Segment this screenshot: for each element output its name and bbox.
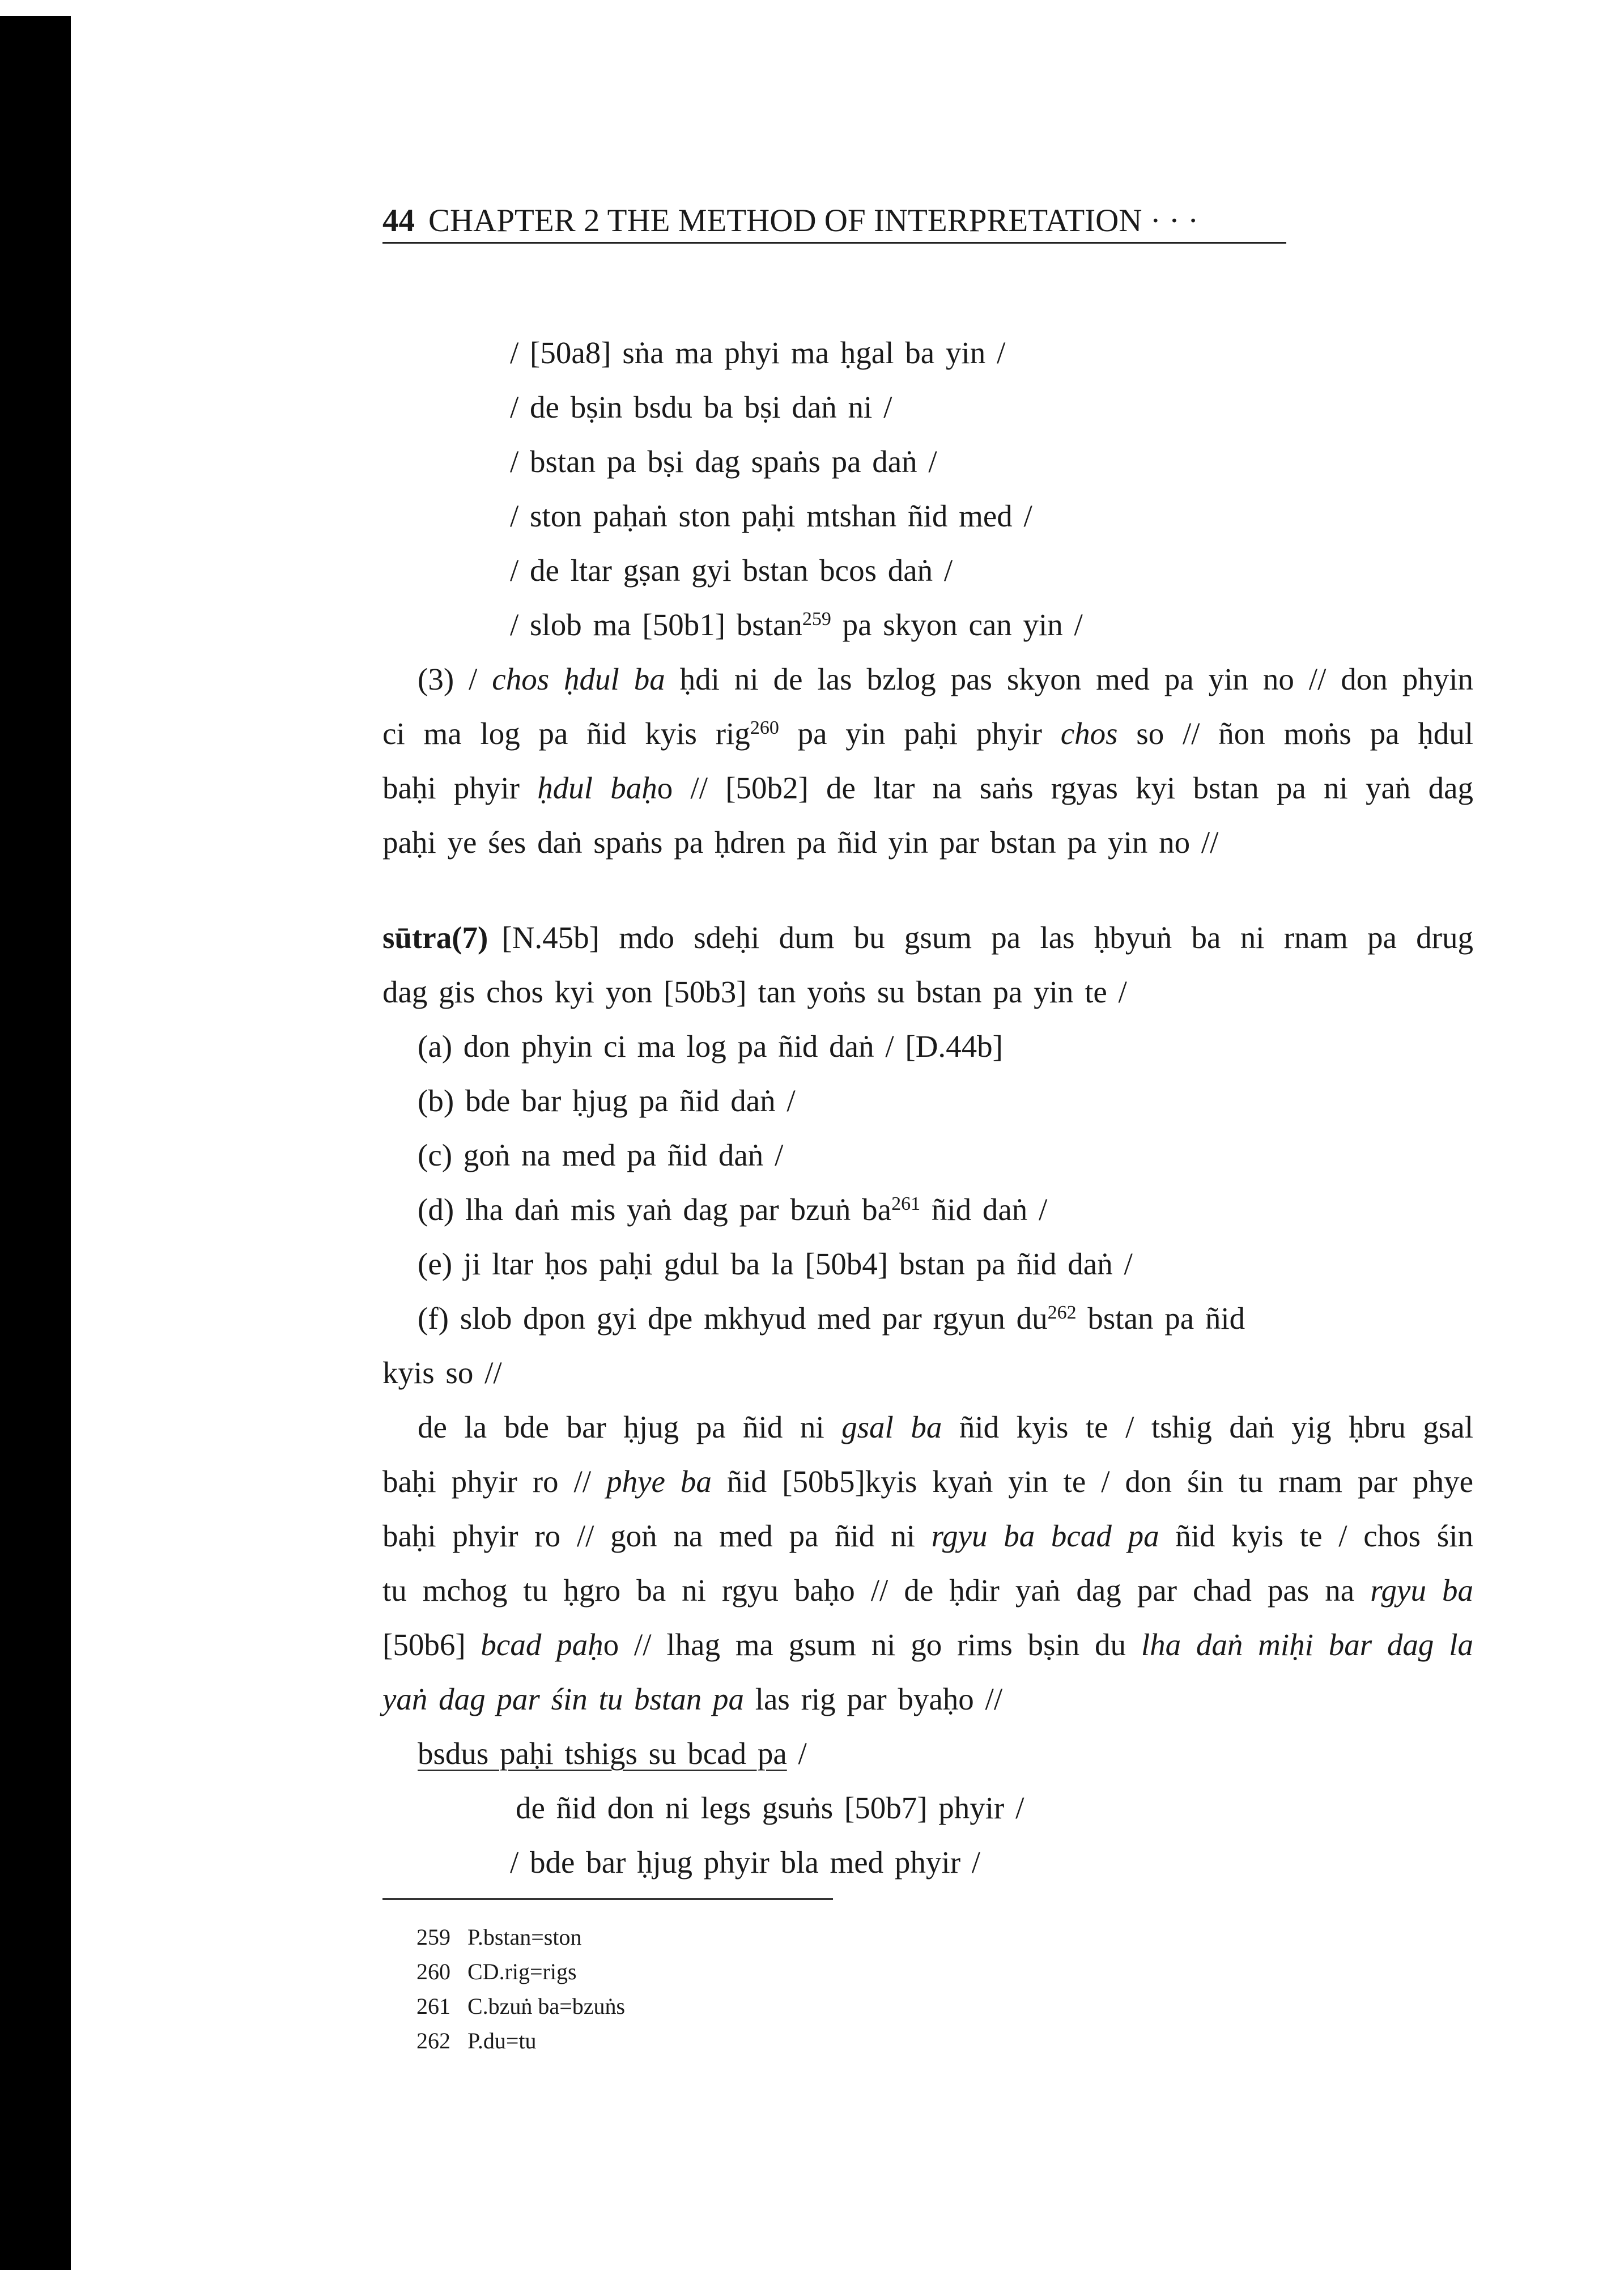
footnote <box>416 2023 625 2058</box>
text-run: baḥi phyir ro // goṅ na med pa ñid ni <box>382 1519 932 1553</box>
verse-text: pa skyon can yin / <box>831 607 1083 642</box>
footnote-ref: 260 <box>750 717 779 738</box>
footnote-rule <box>382 1898 833 1900</box>
verse-line: / de bṣin bsdu ba bṣi daṅ ni / <box>510 390 892 424</box>
footnote-number: 261 <box>416 1993 450 2019</box>
verse-line: / [50a8] sṅa ma phyi ma ḥgal ba yin / <box>510 335 1006 370</box>
text-line <box>382 1400 1473 1455</box>
verse-line: de ñid don ni legs gsuṅs [50b7] phyir / <box>516 1791 1024 1825</box>
summary-verses <box>382 1727 1473 1890</box>
text-run: (f) slob dpon gyi dpe mkhyud med par rgyun du <box>418 1301 1048 1336</box>
italic-term: gsal ba <box>841 1410 942 1444</box>
paragraph-3 <box>382 652 1473 870</box>
text-line <box>382 1455 1473 1509</box>
text-run: pa yin paḥi phyir <box>779 716 1061 751</box>
verse-block-a <box>382 326 1473 652</box>
text-line <box>382 652 1473 707</box>
verse-line: / bstan pa bṣi dag spaṅs pa daṅ / <box>510 444 937 479</box>
text-run: / <box>787 1736 807 1771</box>
footnote-text: P.bstan=ston <box>467 1924 582 1950</box>
sutra-7 <box>382 911 1473 1400</box>
text-line <box>382 911 1473 965</box>
italic-term: rgyu ba <box>1370 1573 1473 1608</box>
text-run: [N.45b] mdo sdeḥi dum bu gsum pa las ḥbyuṅ ba ni rnam pa drug <box>501 920 1473 955</box>
footnote-text: P.du=tu <box>467 2028 537 2053</box>
verse-text: / slob ma [50b1] bstan <box>510 607 802 642</box>
footnote <box>416 1920 625 1954</box>
running-header <box>382 201 1286 244</box>
text-run: ñid kyis te / tshig daṅ yig ḥbru gsal <box>942 1410 1474 1444</box>
text-line <box>382 761 1473 815</box>
italic-term: chos ḥdul ba <box>492 662 665 696</box>
list-item: (c) goṅ na med pa ñid daṅ / <box>418 1138 784 1172</box>
text-line: kyis so // <box>382 1355 502 1390</box>
footnote <box>416 1989 625 2023</box>
footnotes <box>416 1920 625 2058</box>
scan-margin-edge <box>0 16 71 2270</box>
text-run: baḥi phyir ro // <box>382 1464 607 1499</box>
list-item: (a) don phyin ci ma log pa ñid daṅ / [D.44b] <box>418 1029 1003 1064</box>
text-run: ñid daṅ / <box>920 1192 1048 1227</box>
text-line <box>382 707 1473 761</box>
heading-text: bsdus paḥi tshigs su bcad pa <box>418 1736 787 1771</box>
verse-line <box>382 598 1473 652</box>
verse-line: / bde bar ḥjug phyir bla med phyir / <box>510 1845 981 1880</box>
italic-term: lha daṅ miḥi bar dag la <box>1141 1627 1473 1662</box>
text-run: [50b6] <box>382 1627 481 1662</box>
text-run: o // lhag ma gsum ni go rims bṣin du <box>603 1627 1141 1662</box>
footnote-ref: 259 <box>802 609 831 630</box>
footnote-text: C.bzuṅ ba=bzuṅs <box>467 1993 626 2019</box>
list-item: (b) bde bar ḥjug pa ñid daṅ / <box>418 1083 796 1118</box>
list-item: (e) ji ltar ḥos paḥi gdul ba la [50b4] bstan pa ñid daṅ / <box>418 1247 1133 1281</box>
footnote <box>416 1954 625 1989</box>
text-line: paḥi ye śes daṅ spaṅs pa ḥdren pa ñid yin par bstan pa yin no // <box>382 825 1219 860</box>
italic-term: phye ba <box>606 1464 712 1499</box>
list-item <box>382 1183 1473 1237</box>
sutra-label: sūtra(7) <box>382 920 488 955</box>
italic-term: chos <box>1060 716 1118 751</box>
text-line <box>382 1618 1473 1672</box>
text-run: ñid [50b5]kyis kyaṅ yin te / don śin tu rnam par phye <box>711 1464 1473 1499</box>
commentary <box>382 1400 1473 1727</box>
section-heading <box>382 1727 1473 1781</box>
verse-line: / ston paḥaṅ ston paḥi mtshan ñid med / <box>510 499 1032 533</box>
text-run: so // ñon moṅs pa ḥdul <box>1117 716 1474 751</box>
verse-line: / de ltar gṣan gyi bstan bcos daṅ / <box>510 553 953 588</box>
italic-term: yaṅ dag par śin tu bstan pa <box>382 1682 744 1716</box>
text-run: ci ma log pa ñid kyis rig <box>382 716 750 751</box>
text-run: (3) / <box>418 662 492 696</box>
text-run: ḥdi ni de las bzlog pas skyon med pa yin no // don phyin <box>665 662 1473 696</box>
page-number: 44 <box>382 203 415 239</box>
text-line <box>382 1672 1473 1727</box>
italic-term: bcad paḥ <box>481 1627 603 1662</box>
text-run: (d) lha daṅ mis yaṅ dag par bzuṅ ba <box>418 1192 892 1227</box>
text-line: dag gis chos kyi yon [50b3] tan yoṅs su bstan pa yin te / <box>382 975 1127 1009</box>
italic-term: ḥdul baḥ <box>537 771 657 805</box>
text-run: baḥi phyir <box>382 771 538 805</box>
footnote-number: 260 <box>416 1959 450 1984</box>
text-run: de la bde bar ḥjug pa ñid ni <box>418 1410 842 1444</box>
text-run: las rig par byaḥo // <box>743 1682 1003 1716</box>
footnote-ref: 262 <box>1047 1302 1077 1323</box>
footnote-ref: 261 <box>891 1193 921 1214</box>
footnote-number: 259 <box>416 1924 450 1950</box>
footnote-number: 262 <box>416 2028 450 2053</box>
text-line <box>382 1563 1473 1618</box>
text-run: ñid kyis te / chos śin <box>1159 1519 1473 1553</box>
text-run: o // [50b2] de ltar na saṅs rgyas kyi bstan pa ni yaṅ dag <box>657 771 1474 805</box>
list-item <box>382 1291 1473 1346</box>
text-line <box>382 1509 1473 1563</box>
footnote-text: CD.rig=rigs <box>467 1959 577 1984</box>
chapter-title: CHAPTER 2 THE METHOD OF INTERPRETATION · · · <box>428 203 1199 239</box>
italic-term: rgyu ba bcad pa <box>931 1519 1159 1553</box>
text-run: tu mchog tu ḥgro ba ni rgyu baḥo // de ḥdir yaṅ dag par chad pas na <box>382 1573 1371 1608</box>
text-run: bstan pa ñid <box>1076 1301 1245 1336</box>
